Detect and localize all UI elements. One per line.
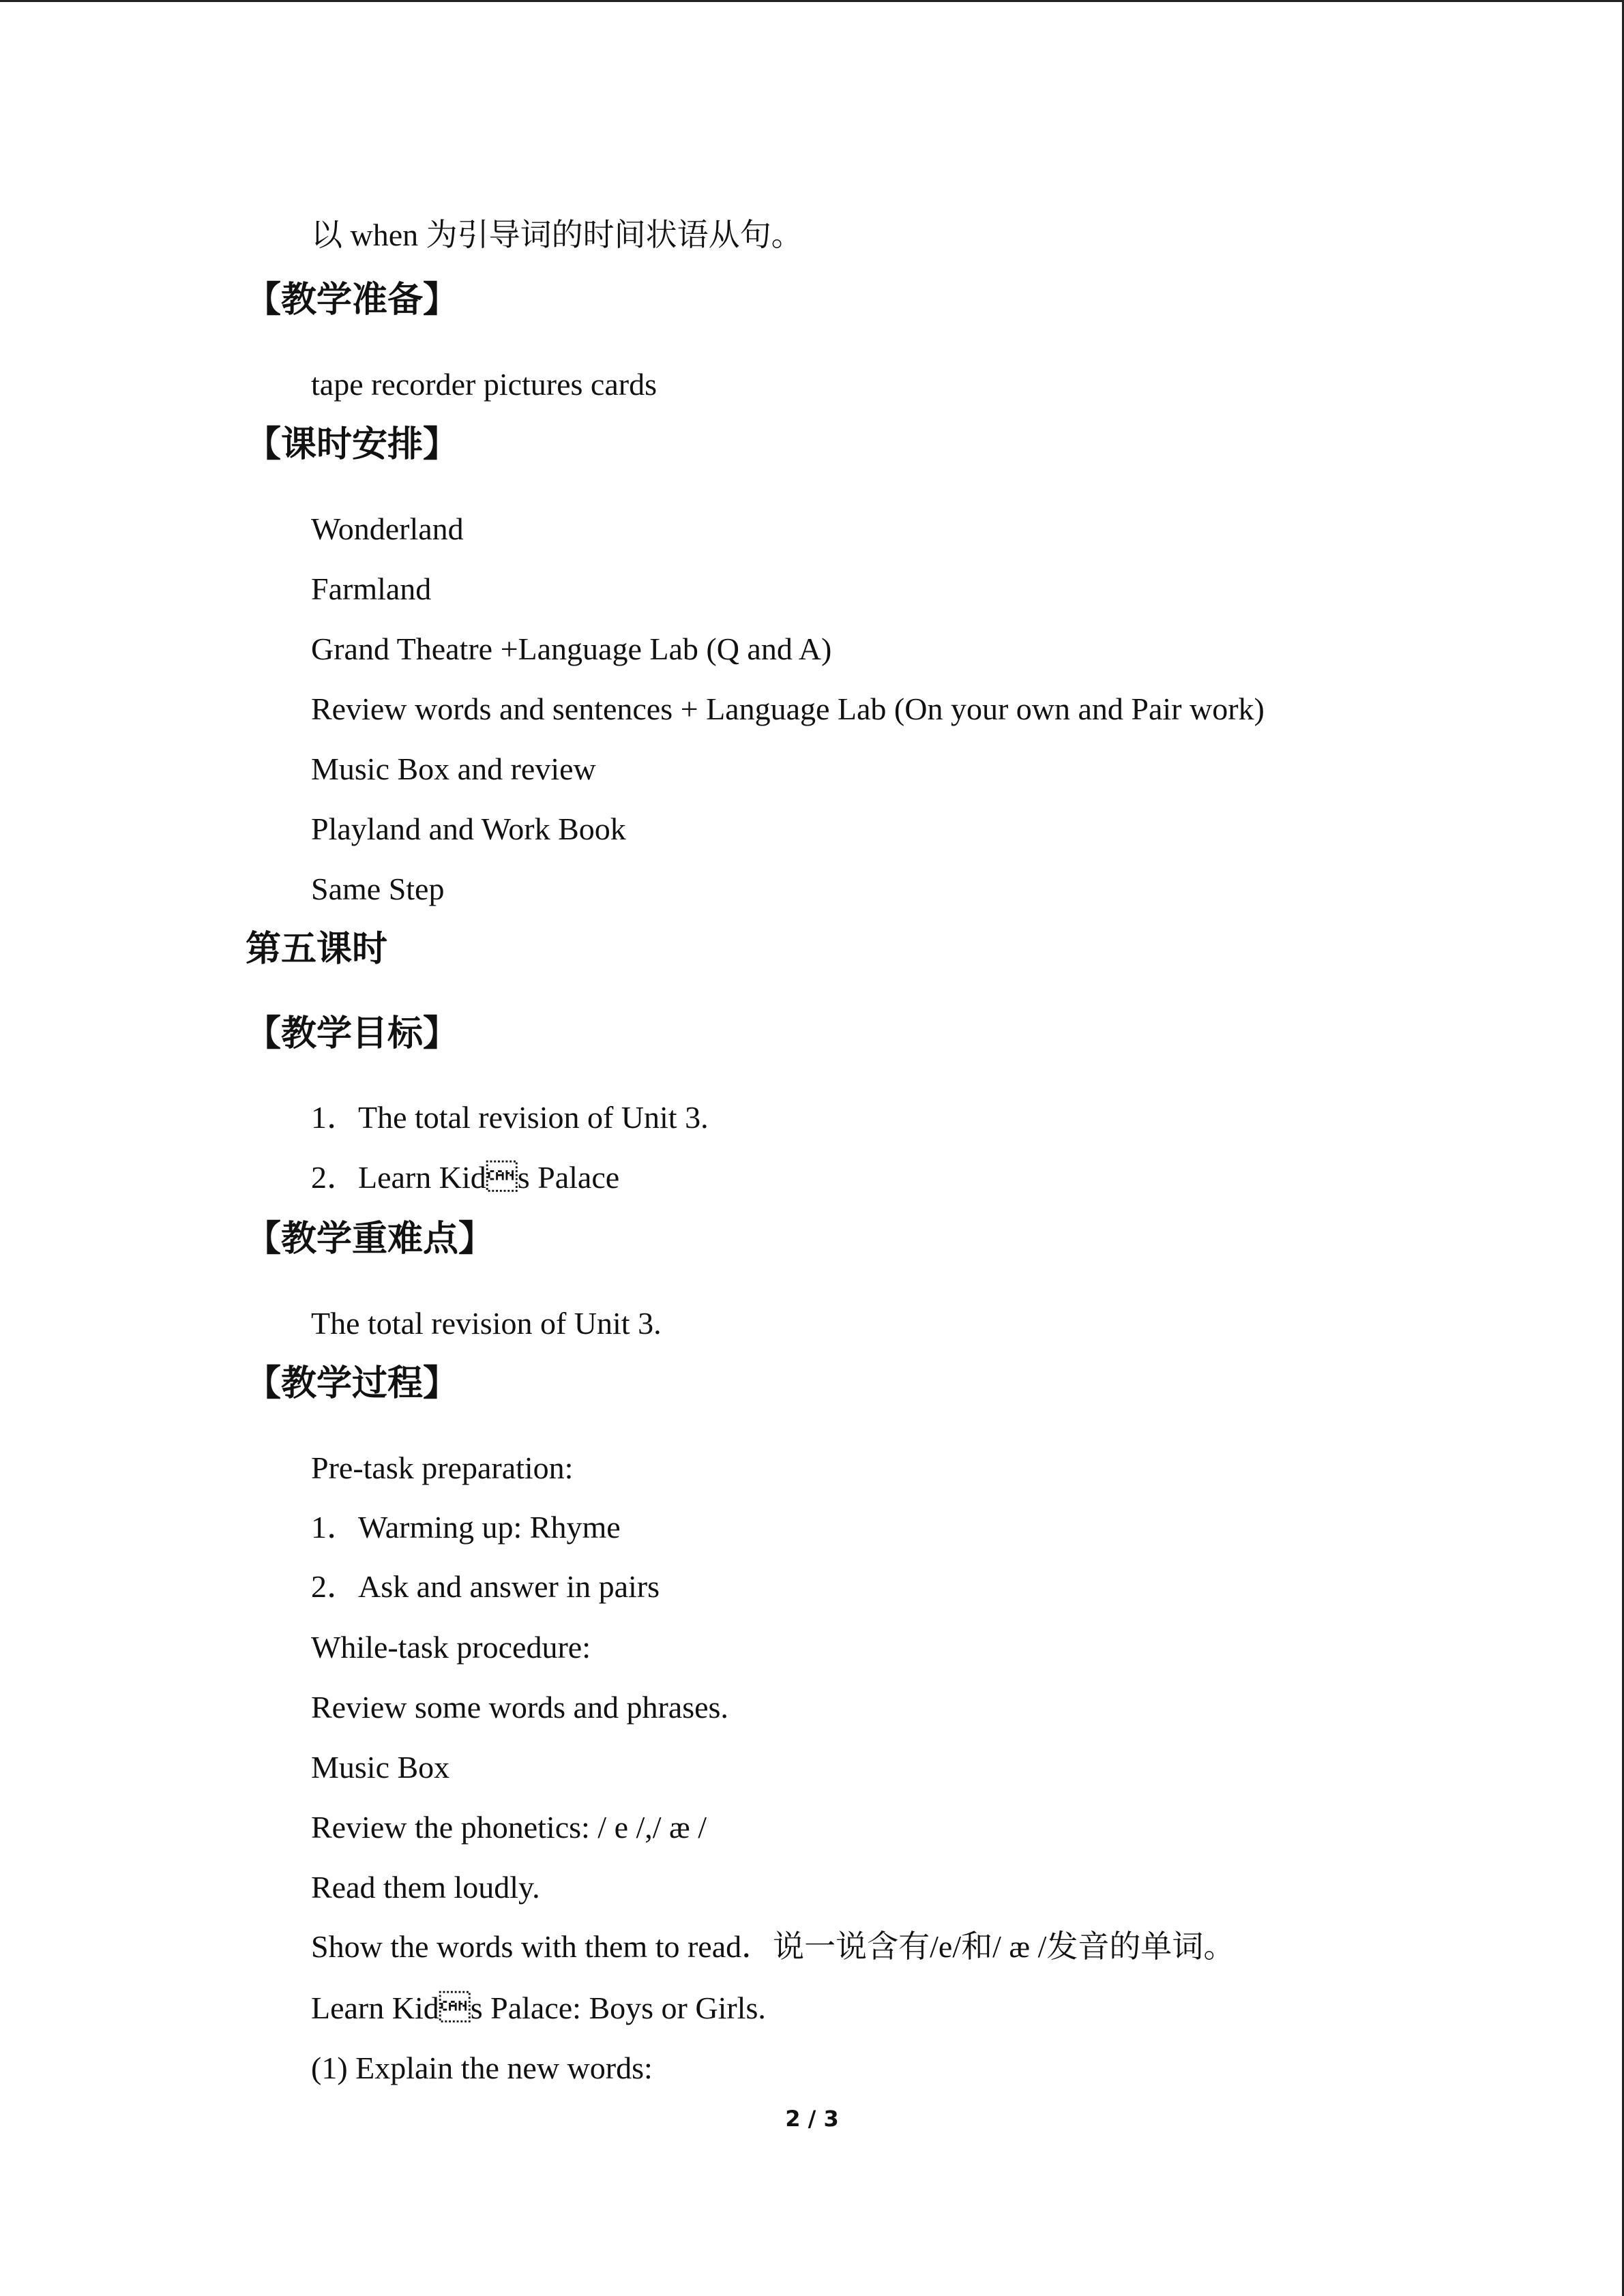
heading-key-points: 【教学重难点】 — [246, 1219, 494, 1259]
schedule-item: Playland and Work Book — [311, 811, 626, 846]
process-line: While-task procedure: — [311, 1630, 591, 1665]
heading-teaching-process: 【教学过程】 — [246, 1363, 459, 1404]
process-line: 2．Ask and answer in pairs — [311, 1569, 660, 1604]
schedule-item: Farmland — [311, 571, 432, 606]
schedule-item: Wonderland — [311, 511, 464, 546]
heading-teaching-objectives: 【教学目标】 — [246, 1013, 459, 1054]
process-line: Pre-task preparation: — [311, 1450, 574, 1485]
lesson-title: 第五课时 — [246, 929, 388, 970]
objective-item: 2．Learn Kids Palace — [311, 1160, 620, 1195]
schedule-item: Music Box and review — [311, 751, 596, 786]
process-line: Review some words and phrases. — [311, 1690, 728, 1725]
process-line: 1．Warming up: Rhyme — [311, 1510, 621, 1545]
preparation-line: tape recorder pictures cards — [311, 367, 657, 402]
schedule-item: Review words and sentences + Language Lab (On your own and Pair work) — [311, 691, 1265, 726]
process-line: Learn Kids Palace: Boys or Girls. — [311, 1991, 766, 2025]
objective-item: 1．The total revision of Unit 3. — [311, 1100, 709, 1135]
process-line: Show the words with them to read．说一说含有/e/和/ æ /发音的单词。 — [311, 1929, 1235, 1964]
process-line: Read them loudly. — [311, 1870, 540, 1905]
heading-lesson-schedule: 【课时安排】 — [246, 424, 459, 465]
key-point-line: The total revision of Unit 3. — [311, 1306, 662, 1341]
process-line: (1) Explain the new words: — [311, 2051, 653, 2085]
intro-line: 以 when 为引导词的时间状语从句。 — [311, 218, 803, 252]
schedule-item: Same Step — [311, 871, 445, 906]
heading-teaching-preparation: 【教学准备】 — [246, 280, 459, 320]
process-line: Review the phonetics: / e /,/ æ / — [311, 1810, 707, 1845]
page-number: 2 / 3 — [785, 2106, 839, 2132]
process-line: Music Box — [311, 1750, 450, 1785]
schedule-item: Grand Theatre +Language Lab (Q and A) — [311, 631, 832, 666]
